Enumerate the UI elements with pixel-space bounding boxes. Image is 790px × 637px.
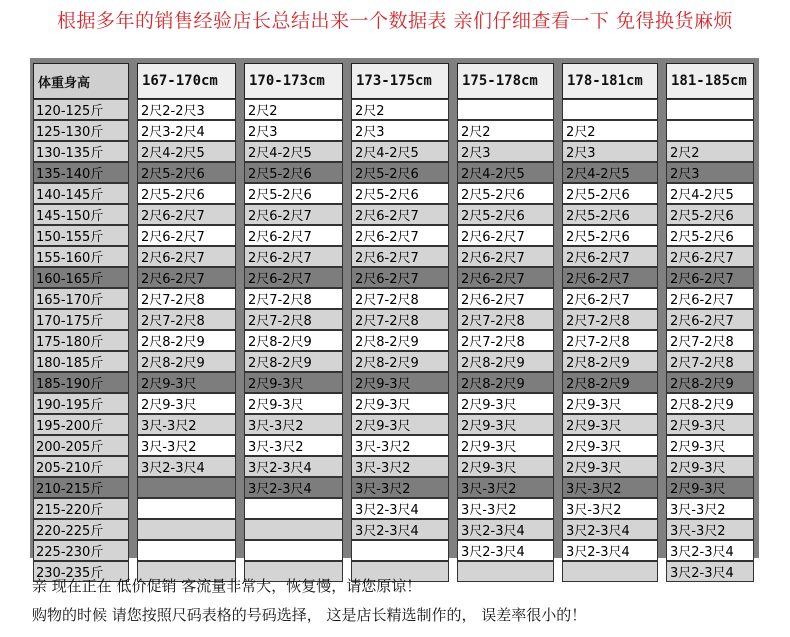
size-cell: 3尺2-3尺4 [244, 456, 343, 477]
table-row [33, 162, 754, 183]
size-cell [244, 540, 343, 561]
size-cell: 3尺-3尺2 [457, 498, 554, 519]
size-cell: 2尺7-2尺8 [562, 330, 658, 351]
size-cell: 2尺8-2尺9 [666, 372, 754, 393]
table-row [33, 330, 754, 351]
size-cell: 2尺2-2尺3 [137, 99, 236, 120]
size-cell: 2尺6-2尺7 [666, 267, 754, 288]
size-cell: 2尺2 [562, 120, 658, 141]
table-row [33, 456, 754, 477]
size-cell: 2尺9-3尺 [666, 435, 754, 456]
size-chart-table [33, 63, 754, 582]
weight-label: 160-165斤 [33, 267, 129, 288]
size-cell: 3尺2-3尺4 [666, 540, 754, 561]
size-cell: 2尺9-3尺 [457, 414, 554, 435]
size-cell: 2尺6-2尺7 [457, 288, 554, 309]
size-cell: 2尺6-2尺7 [137, 204, 236, 225]
weight-label: 220-225斤 [33, 519, 129, 540]
weight-label: 180-185斤 [33, 351, 129, 372]
height-header: 173-175cm [351, 63, 449, 99]
size-cell [137, 498, 236, 519]
height-header: 167-170cm [137, 63, 236, 99]
size-cell: 2尺8-2尺9 [562, 372, 658, 393]
size-cell: 3尺2-3尺4 [666, 561, 754, 582]
size-cell: 3尺2-3尺4 [137, 456, 236, 477]
size-cell: 2尺7-2尺8 [351, 309, 449, 330]
size-cell: 2尺8-2尺9 [457, 351, 554, 372]
size-cell: 2尺2 [666, 141, 754, 162]
table-row [33, 540, 754, 561]
weight-label: 150-155斤 [33, 225, 129, 246]
size-cell: 2尺7-2尺8 [562, 309, 658, 330]
table-row [33, 435, 754, 456]
size-cell [137, 540, 236, 561]
size-cell: 2尺9-3尺 [666, 477, 754, 498]
size-cell: 3尺2-3尺4 [457, 540, 554, 561]
table-row [33, 120, 754, 141]
weight-label: 215-220斤 [33, 498, 129, 519]
size-cell: 2尺8-2尺9 [244, 330, 343, 351]
table-row [33, 225, 754, 246]
size-cell: 2尺8-2尺9 [137, 351, 236, 372]
size-cell: 2尺4-2尺5 [244, 141, 343, 162]
weight-label: 225-230斤 [33, 540, 129, 561]
weight-label: 210-215斤 [33, 477, 129, 498]
height-header: 181-185cm [666, 63, 754, 99]
size-cell [562, 99, 658, 120]
table-row [33, 204, 754, 225]
size-cell: 2尺6-2尺7 [666, 246, 754, 267]
size-cell: 2尺5-2尺6 [351, 183, 449, 204]
size-cell: 2尺9-3尺 [244, 372, 343, 393]
size-cell: 2尺3 [666, 162, 754, 183]
size-cell: 3尺2-3尺4 [351, 519, 449, 540]
table-row [33, 183, 754, 204]
size-cell: 3尺-3尺2 [351, 477, 449, 498]
size-cell: 2尺9-3尺 [137, 372, 236, 393]
size-cell: 2尺6-2尺7 [457, 267, 554, 288]
weight-label: 200-205斤 [33, 435, 129, 456]
size-cell [666, 99, 754, 120]
size-cell: 2尺8-2尺9 [351, 351, 449, 372]
height-header: 175-178cm [457, 63, 554, 99]
size-cell: 3尺-3尺2 [351, 456, 449, 477]
size-cell: 2尺4-2尺5 [457, 162, 554, 183]
table-row [33, 498, 754, 519]
weight-label: 195-200斤 [33, 414, 129, 435]
size-cell [137, 519, 236, 540]
weight-label: 165-170斤 [33, 288, 129, 309]
size-cell: 2尺9-3尺 [666, 414, 754, 435]
size-cell: 2尺9-3尺 [666, 456, 754, 477]
size-cell: 2尺6-2尺7 [351, 246, 449, 267]
size-cell: 2尺4-2尺5 [562, 162, 658, 183]
weight-label: 125-130斤 [33, 120, 129, 141]
size-cell: 3尺-3尺2 [562, 498, 658, 519]
weight-label: 120-125斤 [33, 99, 129, 120]
size-cell: 2尺7-2尺8 [137, 309, 236, 330]
table-row [33, 372, 754, 393]
size-cell: 2尺6-2尺7 [244, 267, 343, 288]
size-cell: 3尺-3尺2 [351, 435, 449, 456]
size-cell: 2尺6-2尺7 [562, 246, 658, 267]
size-cell: 2尺4-2尺5 [666, 183, 754, 204]
size-cell: 2尺6-2尺7 [244, 204, 343, 225]
size-cell: 2尺9-3尺 [457, 456, 554, 477]
size-cell: 2尺5-2尺6 [457, 204, 554, 225]
size-cell [244, 519, 343, 540]
size-cell [244, 498, 343, 519]
size-cell: 2尺5-2尺6 [562, 204, 658, 225]
size-cell: 2尺7-2尺8 [666, 330, 754, 351]
size-cell: 2尺5-2尺6 [351, 162, 449, 183]
size-cell: 2尺3 [457, 141, 554, 162]
page-title: 根据多年的销售经验店长总结出来一个数据表 亲们仔细查看一下 免得换货麻烦 [56, 10, 734, 32]
size-cell: 2尺5-2尺6 [457, 183, 554, 204]
size-cell: 2尺6-2尺7 [457, 246, 554, 267]
size-cell: 2尺4-2尺5 [137, 141, 236, 162]
size-cell: 3尺-3尺2 [666, 498, 754, 519]
size-cell: 2尺6-2尺7 [457, 225, 554, 246]
size-cell [137, 477, 236, 498]
weight-label: 185-190斤 [33, 372, 129, 393]
size-cell: 2尺2 [244, 99, 343, 120]
size-cell: 2尺7-2尺8 [666, 351, 754, 372]
size-cell: 2尺9-3尺 [562, 414, 658, 435]
size-cell: 2尺9-3尺 [137, 393, 236, 414]
size-cell: 2尺6-2尺7 [351, 204, 449, 225]
size-cell: 2尺6-2尺7 [351, 267, 449, 288]
size-cell [562, 561, 658, 582]
table-row [33, 267, 754, 288]
size-cell: 2尺8-2尺9 [244, 351, 343, 372]
weight-label: 175-180斤 [33, 330, 129, 351]
size-cell: 2尺6-2尺7 [666, 288, 754, 309]
size-cell: 2尺9-3尺 [351, 372, 449, 393]
height-header: 170-173cm [244, 63, 343, 99]
size-cell: 2尺4-2尺5 [351, 141, 449, 162]
table-row [33, 288, 754, 309]
size-cell: 2尺3-2尺4 [137, 120, 236, 141]
height-header: 178-181cm [562, 63, 658, 99]
size-cell: 3尺-3尺2 [244, 414, 343, 435]
size-cell: 2尺5-2尺6 [244, 183, 343, 204]
size-cell: 3尺-3尺2 [244, 435, 343, 456]
size-cell [666, 120, 754, 141]
footer-note-promo: 亲 现在正在 低价促销 客流量非常大，恢复慢，请您原谅！ [32, 577, 422, 595]
weight-label: 130-135斤 [33, 141, 129, 162]
weight-label: 145-150斤 [33, 204, 129, 225]
table-row [33, 414, 754, 435]
size-cell: 2尺6-2尺7 [666, 309, 754, 330]
size-cell: 2尺5-2尺6 [244, 162, 343, 183]
size-cell: 2尺5-2尺6 [137, 162, 236, 183]
size-cell: 2尺8-2尺9 [137, 330, 236, 351]
size-cell: 2尺7-2尺8 [457, 330, 554, 351]
size-cell [457, 99, 554, 120]
size-cell: 2尺6-2尺7 [244, 225, 343, 246]
weight-label: 170-175斤 [33, 309, 129, 330]
size-cell: 2尺2 [351, 99, 449, 120]
table-row [33, 99, 754, 120]
weight-label: 135-140斤 [33, 162, 129, 183]
size-cell: 2尺3 [562, 141, 658, 162]
size-cell: 2尺5-2尺6 [562, 183, 658, 204]
size-cell: 2尺5-2尺6 [666, 225, 754, 246]
size-cell: 2尺7-2尺8 [457, 309, 554, 330]
weight-label: 230-235斤 [33, 561, 129, 582]
size-cell: 3尺2-3尺4 [457, 519, 554, 540]
size-cell: 2尺7-2尺8 [351, 288, 449, 309]
size-cell: 3尺-3尺2 [457, 477, 554, 498]
size-cell: 2尺2 [457, 120, 554, 141]
size-cell: 3尺-3尺2 [562, 477, 658, 498]
size-cell: 2尺6-2尺7 [351, 225, 449, 246]
size-cell: 3尺-3尺2 [666, 519, 754, 540]
size-cell: 2尺9-3尺 [244, 393, 343, 414]
weight-label: 190-195斤 [33, 393, 129, 414]
size-cell: 2尺6-2尺7 [562, 288, 658, 309]
size-cell [457, 561, 554, 582]
size-cell: 2尺3 [244, 120, 343, 141]
size-cell: 3尺-3尺2 [137, 414, 236, 435]
size-cell: 2尺9-3尺 [562, 435, 658, 456]
weight-label: 205-210斤 [33, 456, 129, 477]
size-cell: 3尺-3尺2 [137, 435, 236, 456]
table-row [33, 309, 754, 330]
size-cell: 2尺5-2尺6 [666, 204, 754, 225]
size-cell: 2尺6-2尺7 [137, 246, 236, 267]
size-cell: 2尺7-2尺8 [244, 309, 343, 330]
size-cell: 2尺8-2尺9 [666, 393, 754, 414]
size-cell: 2尺9-3尺 [562, 393, 658, 414]
size-cell: 2尺6-2尺7 [244, 246, 343, 267]
size-cell: 2尺6-2尺7 [562, 267, 658, 288]
size-cell: 2尺6-2尺7 [137, 267, 236, 288]
size-cell: 2尺8-2尺9 [457, 372, 554, 393]
weight-label: 140-145斤 [33, 183, 129, 204]
size-cell: 2尺7-2尺8 [244, 288, 343, 309]
table-row [33, 246, 754, 267]
header-row [33, 63, 754, 99]
size-cell: 2尺5-2尺6 [137, 183, 236, 204]
table-row [33, 393, 754, 414]
size-cell: 2尺9-3尺 [457, 393, 554, 414]
size-cell [351, 540, 449, 561]
size-cell: 2尺9-3尺 [351, 393, 449, 414]
table-row [33, 141, 754, 162]
footer-note-instructions: 购物的时候 请您按照尺码表格的号码选择， 这是店长精选制作的， 误差率很小的！ [32, 606, 587, 624]
table-row [33, 351, 754, 372]
size-cell: 2尺7-2尺8 [137, 288, 236, 309]
size-cell: 2尺8-2尺9 [562, 351, 658, 372]
size-cell: 2尺5-2尺6 [562, 225, 658, 246]
size-cell: 2尺6-2尺7 [137, 225, 236, 246]
size-cell: 3尺2-3尺4 [244, 477, 343, 498]
size-cell: 2尺3 [351, 120, 449, 141]
size-cell: 3尺2-3尺4 [562, 540, 658, 561]
size-cell: 2尺9-3尺 [457, 435, 554, 456]
corner-label: 体重身高 [33, 63, 129, 99]
weight-label: 155-160斤 [33, 246, 129, 267]
table-row [33, 477, 754, 498]
size-cell: 2尺9-3尺 [351, 414, 449, 435]
table-row [33, 519, 754, 540]
size-cell: 3尺2-3尺4 [562, 519, 658, 540]
size-cell: 2尺8-2尺9 [351, 330, 449, 351]
size-cell: 2尺9-3尺 [562, 456, 658, 477]
size-cell: 3尺2-3尺4 [351, 498, 449, 519]
